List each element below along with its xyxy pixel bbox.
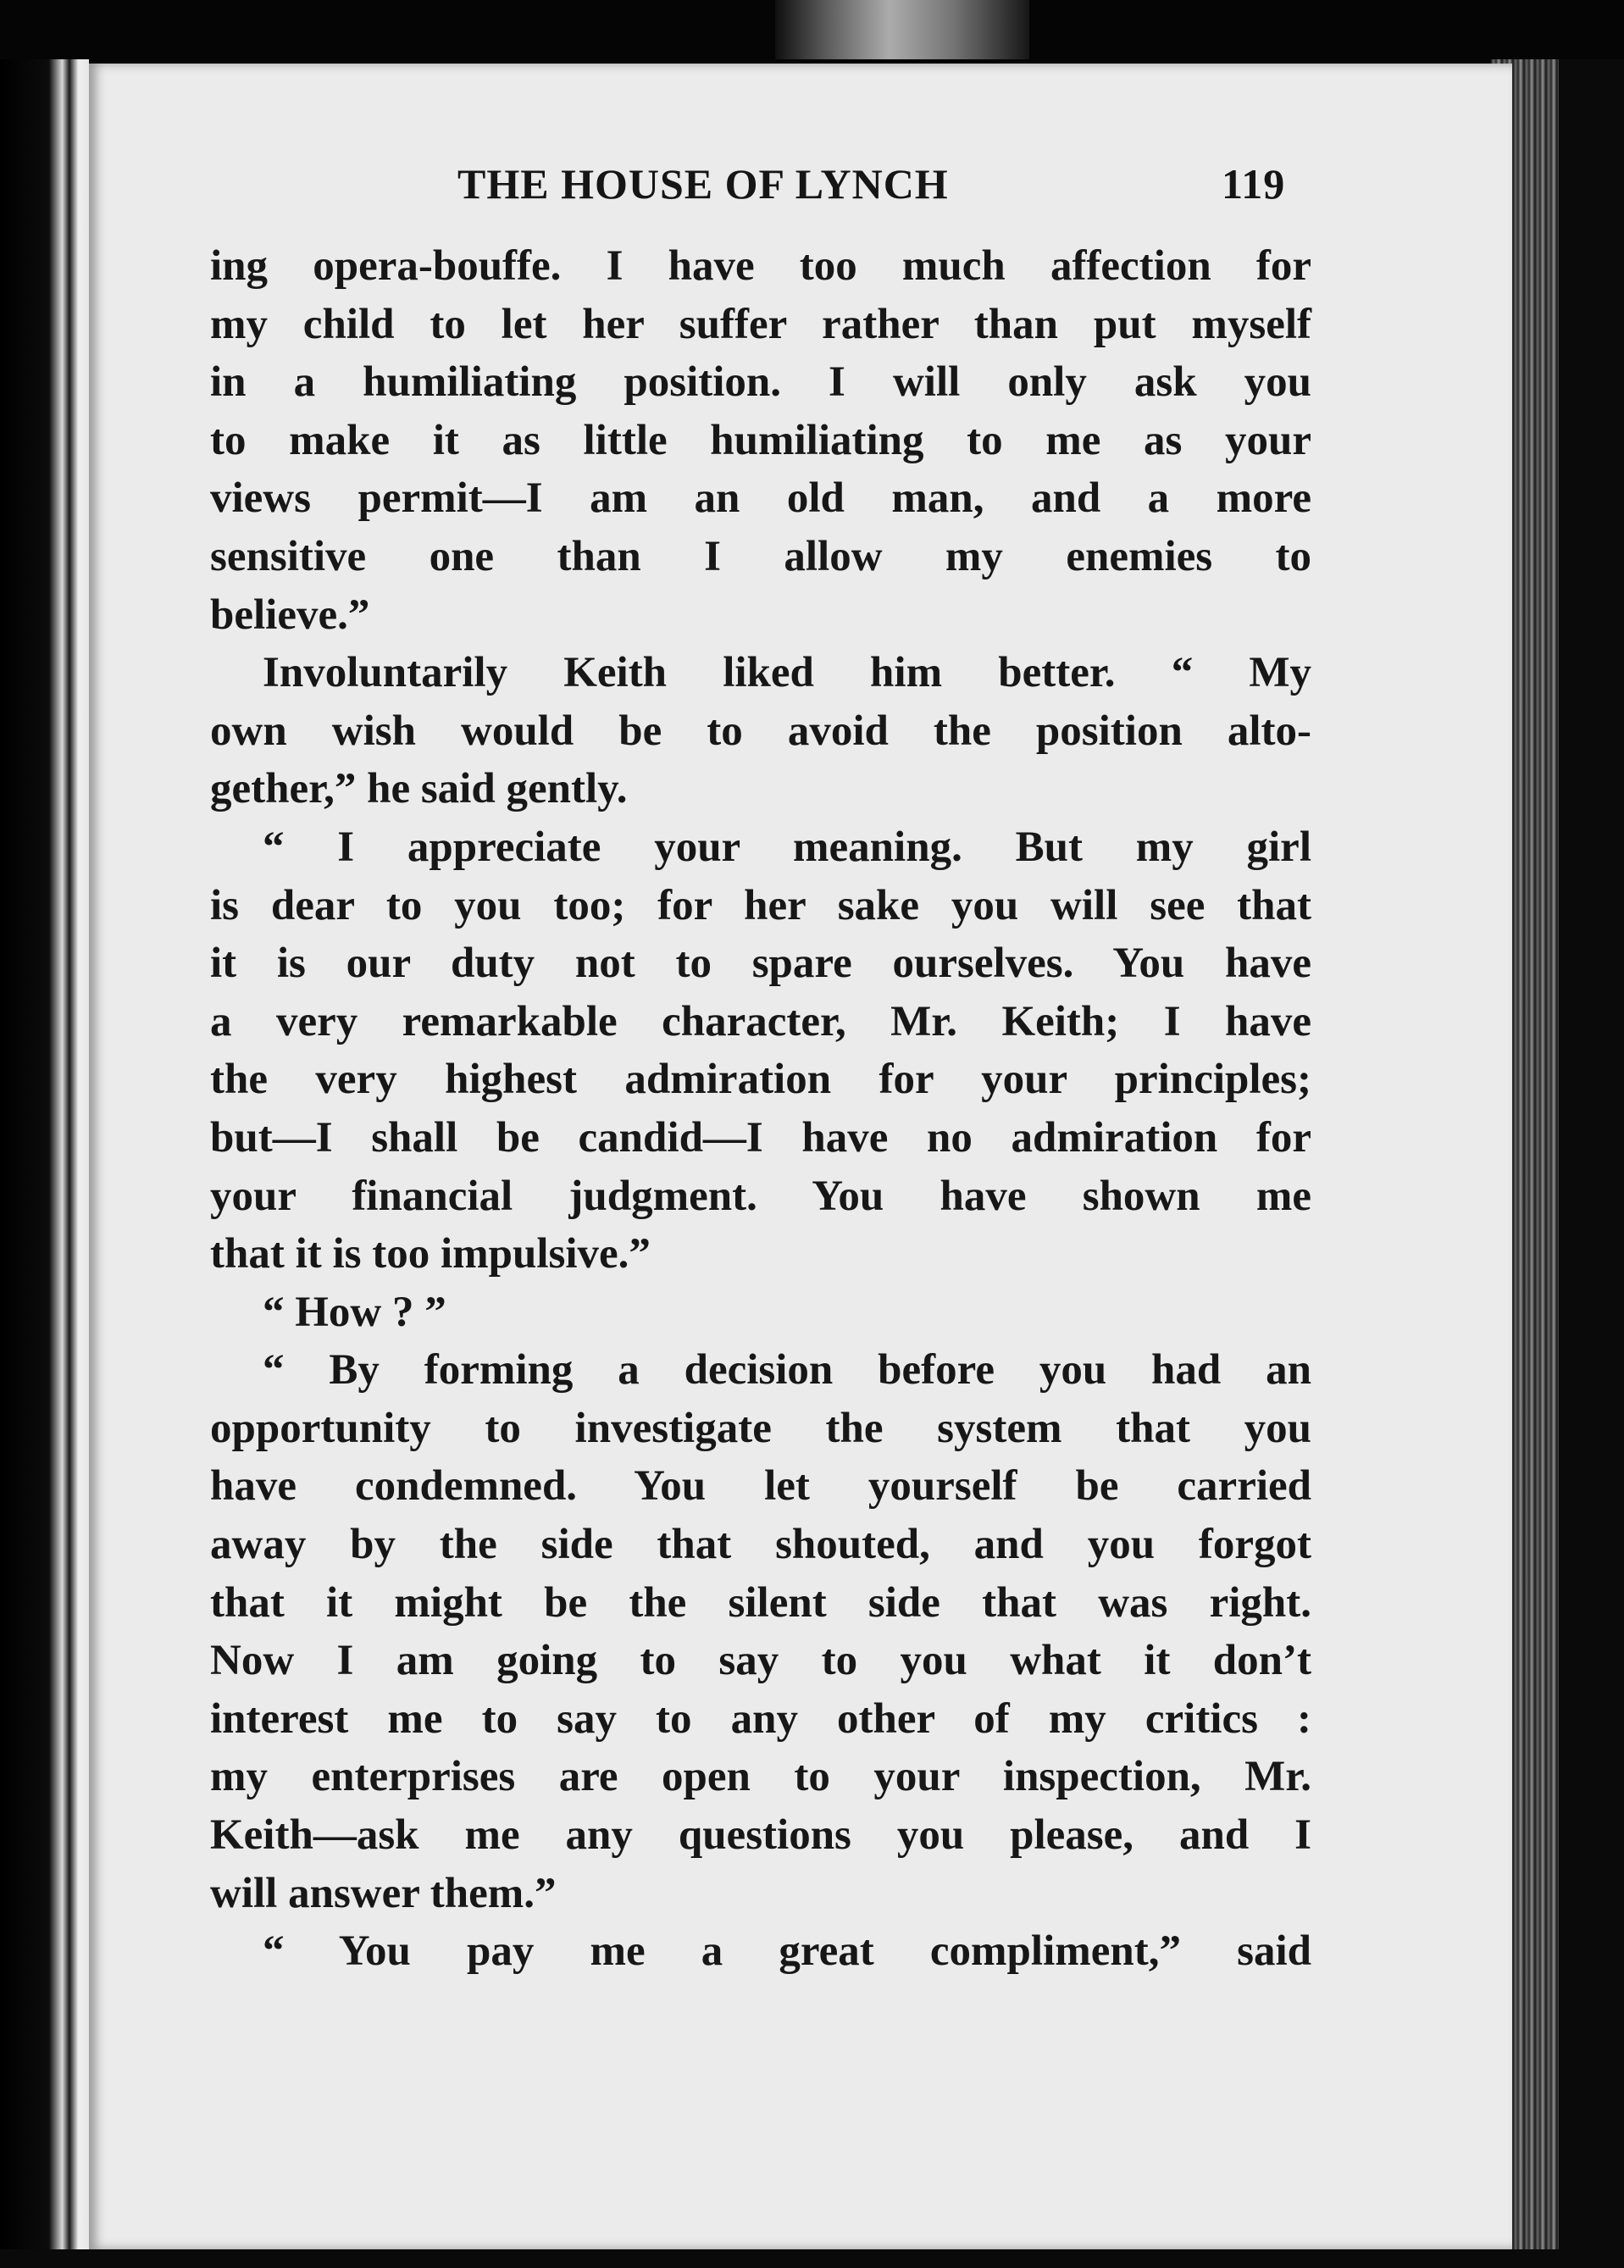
text-line: my child to let her suffer rather than put myself [210, 300, 1311, 348]
text-line: “ You pay me a great compliment,” said [263, 1927, 1311, 1976]
body-text [210, 237, 1311, 1981]
text-line: ing opera-bouffe. I have too much affection for [210, 242, 1311, 290]
scan-border-right [1559, 59, 1624, 2262]
text-line: that it is too impulsive.” [210, 1230, 651, 1278]
text-line: my enterprises are open to your inspection, Mr. [210, 1753, 1311, 1801]
text-line: your financial judgment. You have shown me [210, 1172, 1311, 1220]
text-line: away by the side that shouted, and you forgot [210, 1521, 1311, 1569]
text-line: “ By forming a decision before you had an [263, 1346, 1311, 1395]
text-line: is dear to you too; for her sake you will see that [210, 881, 1311, 929]
book-binding-top [775, 0, 1029, 59]
text-line: but—I shall be candid—I have no admiration for [210, 1113, 1311, 1162]
page-number: 119 [1222, 160, 1286, 208]
text-line: Involuntarily Keith liked him better. “ My [263, 649, 1311, 697]
scan-border-bottom [0, 2249, 1624, 2268]
text-line: sensitive one than I allow my enemies to [210, 532, 1311, 580]
text-line: believe.” [210, 591, 370, 639]
text-line: it is our duty not to spare ourselves. You have [210, 940, 1311, 988]
text-line: the very highest admiration for your principles; [210, 1056, 1311, 1104]
text-line: opportunity to investigate the system that you [210, 1404, 1311, 1452]
text-line: to make it as little humiliating to me as your [210, 416, 1311, 464]
text-line: Now I am going to say to you what it don’t [210, 1637, 1311, 1685]
text-line: views permit—I am an old man, and a more [210, 474, 1311, 523]
running-head [457, 159, 1305, 210]
text-line: own wish would be to avoid the position alto- [210, 707, 1311, 755]
text-line: in a humiliating position. I will only ask you [210, 358, 1311, 407]
text-line: “ How ? ” [263, 1288, 446, 1336]
text-line: that it might be the silent side that was right. [210, 1578, 1311, 1627]
text-line: gether,” he said gently. [210, 765, 628, 813]
text-line: a very remarkable character, Mr. Keith; I have [210, 997, 1311, 1045]
text-line: Keith—ask me any questions you please, and I [210, 1811, 1311, 1860]
text-line: “ I appreciate your meaning. But my girl [263, 823, 1311, 871]
book-gutter-left [0, 59, 89, 2254]
text-line: will answer them.” [210, 1869, 557, 1917]
text-line: have condemned. You let yourself be carried [210, 1462, 1311, 1511]
text-line: interest me to say to any other of my critics : [210, 1694, 1311, 1743]
running-head-title: THE HOUSE OF LYNCH [457, 160, 949, 208]
